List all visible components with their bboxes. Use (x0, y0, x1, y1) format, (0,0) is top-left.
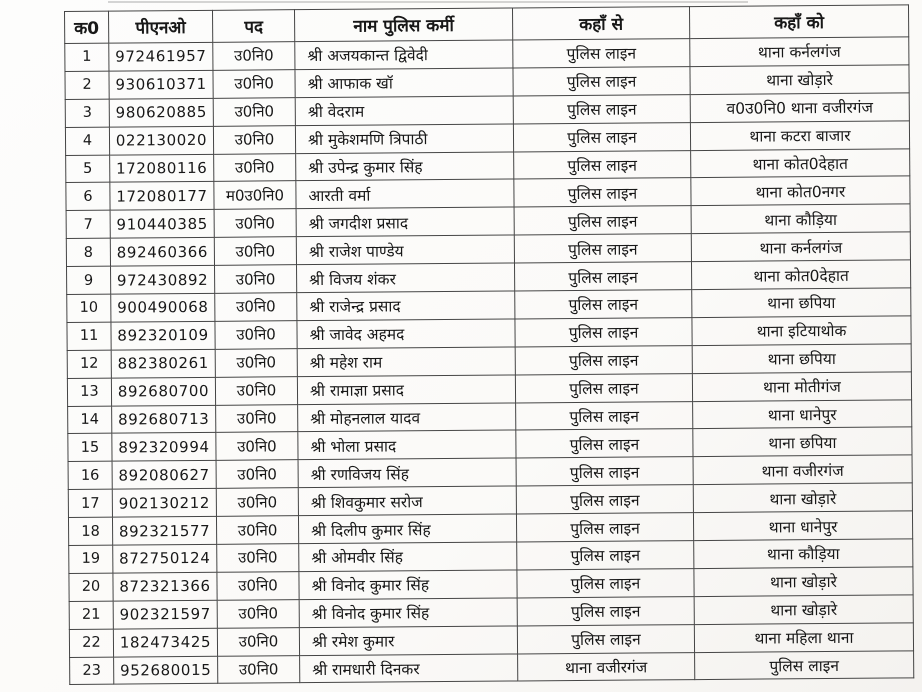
cell-sn: 14 (68, 406, 112, 434)
cell-to: थाना कोत0नगर (691, 176, 910, 206)
cell-name: श्री रणविजय सिंह (298, 458, 516, 488)
cell-name: श्री मुकेशमणि त्रिपाठी (295, 124, 513, 154)
cell-to: थाना छपिया (692, 344, 911, 374)
cell-to: थाना कटरा बाजार (690, 121, 909, 151)
cell-post: उ0नि0 (217, 544, 299, 573)
header-serial: क0 (65, 11, 109, 43)
cell-to: थाना धानेपुर (693, 511, 912, 541)
cell-post: उ0नि0 (214, 237, 296, 266)
cell-to: व0उ0नि0 थाना वजीरगंज (690, 93, 909, 123)
cell-post: उ0नि0 (217, 627, 299, 656)
cell-to: थाना मोतीगंज (692, 372, 911, 402)
cell-to: थाना इटियाथोक (692, 316, 911, 346)
cell-pno: 910440385 (110, 210, 214, 239)
cell-post: उ0नि0 (213, 70, 295, 99)
cell-name: श्री दिलीप कुमार सिंह (298, 514, 516, 544)
cell-from: पुलिस लाइन (513, 122, 690, 151)
cell-pno: 892680713 (112, 405, 216, 434)
cell-name: श्री जावेद अहमद (297, 319, 515, 349)
cell-post: उ0नि0 (215, 376, 297, 405)
scan-artifact-line (108, 1, 748, 3)
cell-name: श्री रामधारी दिनकर (300, 654, 518, 684)
cell-to: थाना खोड़ारे (690, 65, 909, 95)
cell-from: पुलिस लाइन (517, 596, 694, 625)
cell-pno: 882380261 (111, 349, 215, 378)
cell-sn: 17 (68, 489, 112, 517)
cell-from: पुलिस लाइन (516, 485, 693, 514)
cell-sn: 9 (67, 266, 111, 294)
cell-from: पुलिस लाइन (517, 624, 694, 653)
cell-sn: 18 (68, 517, 112, 545)
cell-from: पुलिस लाइन (517, 568, 694, 597)
cell-sn: 8 (66, 238, 110, 266)
cell-sn: 21 (69, 601, 113, 629)
header-to: कहाँ को (689, 5, 908, 39)
cell-to: थाना कर्नलगंज (690, 37, 909, 67)
cell-name: श्री विनोद कुमार सिंह (299, 598, 517, 628)
cell-pno: 952680015 (114, 656, 218, 685)
cell-post: उ0नि0 (216, 488, 298, 517)
cell-post: उ0नि0 (215, 265, 297, 294)
cell-sn: 3 (65, 99, 109, 127)
cell-from: पुलिस लाइन (513, 94, 690, 123)
cell-from: पुलिस लाइन (515, 345, 692, 374)
cell-post: उ0नि0 (216, 516, 298, 545)
cell-sn: 6 (66, 183, 110, 211)
cell-post: उ0नि0 (214, 209, 296, 238)
cell-to: थाना कोत0देहात (691, 148, 910, 178)
cell-to: पुलिस लाइन (695, 650, 914, 680)
cell-name: श्री विजय शंकर (297, 263, 515, 293)
cell-from: पुलिस लाइन (516, 457, 693, 486)
cell-name: श्री राजेन्द्र प्रसाद (297, 291, 515, 321)
cell-pno: 892080627 (112, 461, 216, 490)
cell-post: उ0नि0 (218, 655, 300, 684)
cell-sn: 11 (67, 322, 111, 350)
cell-name: आरती वर्मा (296, 179, 514, 209)
cell-sn: 13 (67, 378, 111, 406)
cell-pno: 872321366 (113, 572, 217, 601)
cell-pno: 872750124 (113, 544, 217, 573)
cell-post: उ0नि0 (213, 125, 295, 154)
cell-to: थाना खोड़ारे (694, 595, 913, 625)
header-post: पद (212, 10, 294, 43)
header-name: नाम पुलिस कर्मी (294, 8, 512, 42)
cell-pno: 172080177 (110, 182, 214, 211)
cell-from: पुलिस लाइन (515, 373, 692, 402)
cell-from: पुलिस लाइन (516, 513, 693, 542)
cell-sn: 23 (70, 657, 114, 685)
cell-pno: 892321577 (112, 516, 216, 545)
cell-pno: 892320994 (112, 433, 216, 462)
cell-name: श्री अजयकान्त द्विवेदी (295, 40, 513, 70)
transfer-table-container (64, 4, 913, 685)
cell-post: उ0नि0 (217, 599, 299, 628)
cell-to: थाना खोड़ारे (694, 567, 913, 597)
cell-name: श्री महेश राम (297, 347, 515, 377)
cell-from: पुलिस लाइन (514, 178, 691, 207)
cell-from: पुलिस लाइन (516, 401, 693, 430)
cell-pno: 900490068 (111, 293, 215, 322)
cell-from: पुलिस लाइन (514, 262, 691, 291)
cell-name: श्री उपेन्द्र कुमार सिंह (296, 152, 514, 182)
cell-pno: 980620885 (109, 98, 213, 127)
cell-post: उ0नि0 (216, 460, 298, 489)
cell-pno: 892680700 (111, 377, 215, 406)
cell-sn: 5 (66, 155, 110, 183)
cell-pno: 972461957 (109, 42, 213, 71)
cell-sn: 10 (67, 294, 111, 322)
cell-sn: 19 (69, 545, 113, 573)
header-from: कहाँ से (512, 7, 689, 40)
cell-post: उ0नि0 (213, 97, 295, 126)
cell-post: म0उ0नि0 (214, 181, 296, 210)
cell-name: श्री रामाज्ञा प्रसाद (297, 375, 515, 405)
cell-pno: 022130020 (109, 126, 213, 155)
cell-name: श्री वेदराम (295, 96, 513, 126)
table-row (70, 650, 914, 685)
cell-to: थाना कोत0देहात (691, 260, 910, 290)
cell-from: पुलिस लाइन (513, 39, 690, 68)
cell-sn: 2 (65, 71, 109, 99)
cell-to: थाना वजीरगंज (693, 455, 912, 485)
cell-pno: 902130212 (112, 489, 216, 518)
cell-post: उ0नि0 (216, 404, 298, 433)
cell-name: श्री राजेश पाण्डेय (296, 235, 514, 265)
cell-from: पुलिस लाइन (514, 234, 691, 263)
cell-sn: 22 (69, 629, 113, 657)
header-pno: पीएनओ (109, 10, 213, 43)
cell-name: श्री शिवकुमार सरोज (298, 486, 516, 516)
cell-name: श्री रमेश कुमार (299, 626, 517, 656)
cell-name: श्री आफाक खॉ (295, 68, 513, 98)
cell-from: पुलिस लाइन (516, 429, 693, 458)
cell-pno: 892320109 (111, 321, 215, 350)
cell-pno: 972430892 (111, 265, 215, 294)
cell-post: उ0नि0 (216, 432, 298, 461)
table-body (65, 37, 914, 685)
cell-sn: 16 (68, 461, 112, 489)
cell-pno: 172080116 (110, 154, 214, 183)
cell-pno: 930610371 (109, 70, 213, 99)
cell-name: श्री विनोद कुमार सिंह (299, 570, 517, 600)
cell-post: उ0नि0 (215, 348, 297, 377)
cell-pno: 902321597 (113, 600, 217, 629)
cell-from: पुलिस लाइन (517, 541, 694, 570)
cell-name: श्री मोहनलाल यादव (298, 403, 516, 433)
cell-to: थाना महिला थाना (694, 623, 913, 653)
cell-sn: 12 (67, 350, 111, 378)
cell-from: पुलिस लाइन (514, 206, 691, 235)
cell-to: थाना छपिया (693, 427, 912, 457)
cell-post: उ0नि0 (215, 321, 297, 350)
cell-from: पुलिस लाइन (513, 66, 690, 95)
transfer-table (64, 4, 914, 685)
cell-name: श्री जगदीश प्रसाद (296, 207, 514, 237)
cell-sn: 7 (66, 210, 110, 238)
cell-from: थाना वजीरगंज (518, 652, 695, 681)
cell-to: थाना खोड़ारे (693, 483, 912, 513)
cell-to: थाना कौड़िया (691, 204, 910, 234)
cell-sn: 1 (65, 43, 109, 71)
cell-sn: 20 (69, 573, 113, 601)
cell-name: श्री ओमवीर सिंह (299, 542, 517, 572)
cell-pno: 182473425 (113, 628, 217, 657)
cell-pno: 892460366 (110, 238, 214, 267)
cell-to: थाना धानेपुर (693, 399, 912, 429)
cell-post: उ0नि0 (215, 293, 297, 322)
cell-from: पुलिस लाइन (514, 150, 691, 179)
cell-from: पुलिस लाइन (515, 317, 692, 346)
cell-name: श्री भोला प्रसाद (298, 430, 516, 460)
cell-post: उ0नि0 (214, 153, 296, 182)
cell-to: थाना छपिया (692, 288, 911, 318)
cell-to: थाना कर्नलगंज (691, 232, 910, 262)
cell-to: थाना कौड़िया (694, 539, 913, 569)
cell-post: उ0नि0 (217, 572, 299, 601)
cell-from: पुलिस लाइन (515, 290, 692, 319)
cell-sn: 15 (68, 434, 112, 462)
cell-sn: 4 (65, 127, 109, 155)
cell-post: उ0नि0 (213, 42, 295, 71)
